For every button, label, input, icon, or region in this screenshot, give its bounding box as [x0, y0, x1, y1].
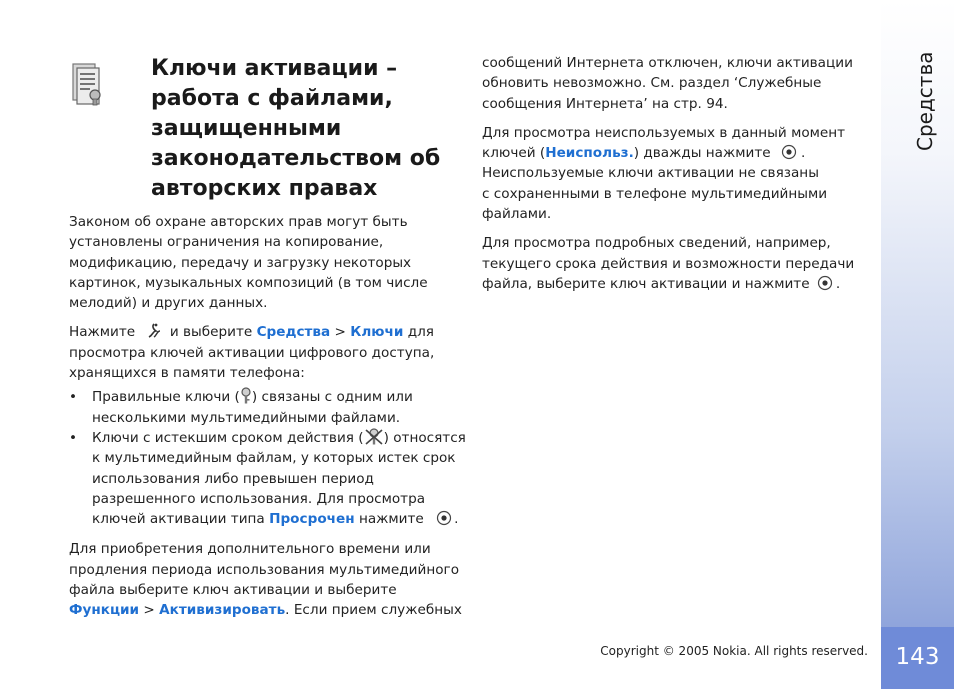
text-line: Законом об охране авторских прав могут быть	[69, 214, 408, 230]
text-line: текущего срока действия и возможности передачи	[482, 255, 855, 272]
purchase-paragraph	[69, 539, 461, 620]
text: и выберите	[169, 324, 253, 341]
page-title	[151, 54, 451, 204]
text: нажмите	[358, 511, 424, 528]
expired-key-icon	[364, 428, 384, 446]
list-item	[69, 387, 461, 428]
menu-path-activate[interactable]: Активизировать	[159, 602, 286, 619]
right-column	[482, 53, 854, 303]
title-line: авторских правах	[151, 176, 378, 201]
key-types-list	[69, 387, 466, 529]
text-line: сообщения Интернета’ на стр. 94.	[482, 95, 728, 112]
text: файла, выберите ключ активации и нажмите	[482, 275, 810, 292]
text-line	[92, 428, 466, 448]
joystick-icon	[428, 509, 454, 527]
text-line: с сохраненными в телефоне мультимедийными	[482, 185, 828, 202]
text-line	[69, 322, 461, 342]
title-line: Ключи активации –	[151, 56, 398, 81]
navigation-paragraph	[69, 322, 461, 383]
text-line: просмотра ключей активации цифрового доступа,	[69, 344, 435, 361]
title-line: защищенными	[151, 116, 342, 141]
document-key-icon	[70, 62, 104, 106]
joystick-icon	[775, 143, 801, 161]
valid-key-icon	[240, 387, 252, 405]
text: для	[407, 324, 434, 341]
text-line: разрешенного использования. Для просмотра	[92, 490, 426, 507]
text-line: картинок, музыкальных композиций (в том числе	[69, 274, 428, 291]
text-line: к мультимедийным файлам, у которых истек срок	[92, 450, 456, 467]
text: ) относятся	[383, 429, 466, 446]
text-line: продления периода использования мультимедийного	[69, 561, 460, 578]
continuation-paragraph	[482, 53, 854, 114]
text: Правильные ключи (	[92, 389, 240, 406]
text-line: модификацию, передачу и загрузку некоторых	[69, 254, 412, 271]
text-line: файлами.	[482, 206, 552, 223]
text: .	[800, 145, 806, 162]
title-line: законодательством об	[151, 146, 441, 171]
text: ключей активации типа	[92, 511, 265, 528]
text-line: несколькими мультимедийными файлами.	[92, 409, 401, 426]
text-line: Для просмотра неиспользуемых в данный момент	[482, 124, 846, 141]
text: .	[835, 275, 841, 292]
text-line: сообщений Интернета отключен, ключи активации	[482, 55, 853, 71]
path-separator: >	[334, 324, 346, 341]
text: ) связаны с одним или	[251, 389, 413, 406]
title-line: работа с файлами,	[151, 86, 393, 111]
menu-key-icon	[140, 322, 166, 340]
text-line: обновить невозможно. См. раздел ‘Служебные	[482, 75, 822, 92]
text-line: мелодий) и других данных.	[69, 295, 268, 312]
section-label: Средства	[913, 52, 937, 152]
unused-keys-paragraph	[482, 123, 854, 224]
menu-path-options[interactable]: Функции	[69, 602, 140, 619]
text-line	[482, 143, 854, 163]
path-separator: >	[143, 602, 155, 619]
text-line	[92, 509, 461, 529]
text: .	[454, 511, 459, 528]
menu-path-tools[interactable]: Средства	[256, 324, 331, 341]
copyright-notice: Copyright © 2005 Nokia. All rights reserved.	[600, 644, 868, 658]
intro-paragraph	[69, 212, 461, 313]
page-number: 143	[881, 627, 954, 689]
text-line: Для приобретения дополнительного времени или	[69, 541, 431, 558]
details-paragraph	[482, 233, 854, 294]
text-line	[92, 387, 461, 407]
text: ключей (	[482, 145, 546, 162]
text-line: файла выберите ключ активации и выберите	[69, 582, 397, 599]
text: Ключи с истекшим сроком действия (	[92, 429, 364, 446]
text: ) дважды нажмите	[633, 145, 771, 162]
text-line: хранящихся в памяти телефона:	[69, 365, 305, 382]
left-column	[69, 212, 466, 630]
text-line: Неиспользуемые ключи активации не связаны	[482, 165, 819, 182]
text-line: установлены ограничения на копирование,	[69, 234, 384, 251]
text-line: Для просмотра подробных сведений, например,	[482, 235, 831, 252]
key-type-expired[interactable]: Просрочен	[269, 511, 355, 528]
joystick-icon	[814, 274, 836, 292]
list-item	[69, 428, 466, 529]
text: . Если прием служебных	[285, 602, 462, 619]
text-line	[482, 274, 854, 294]
text: Нажмите	[69, 324, 136, 341]
text-line: использования либо превышен период	[92, 470, 374, 487]
menu-path-keys[interactable]: Ключи	[350, 324, 404, 341]
text-line	[69, 600, 461, 620]
key-type-unused[interactable]: Неиспольз.	[545, 145, 634, 162]
